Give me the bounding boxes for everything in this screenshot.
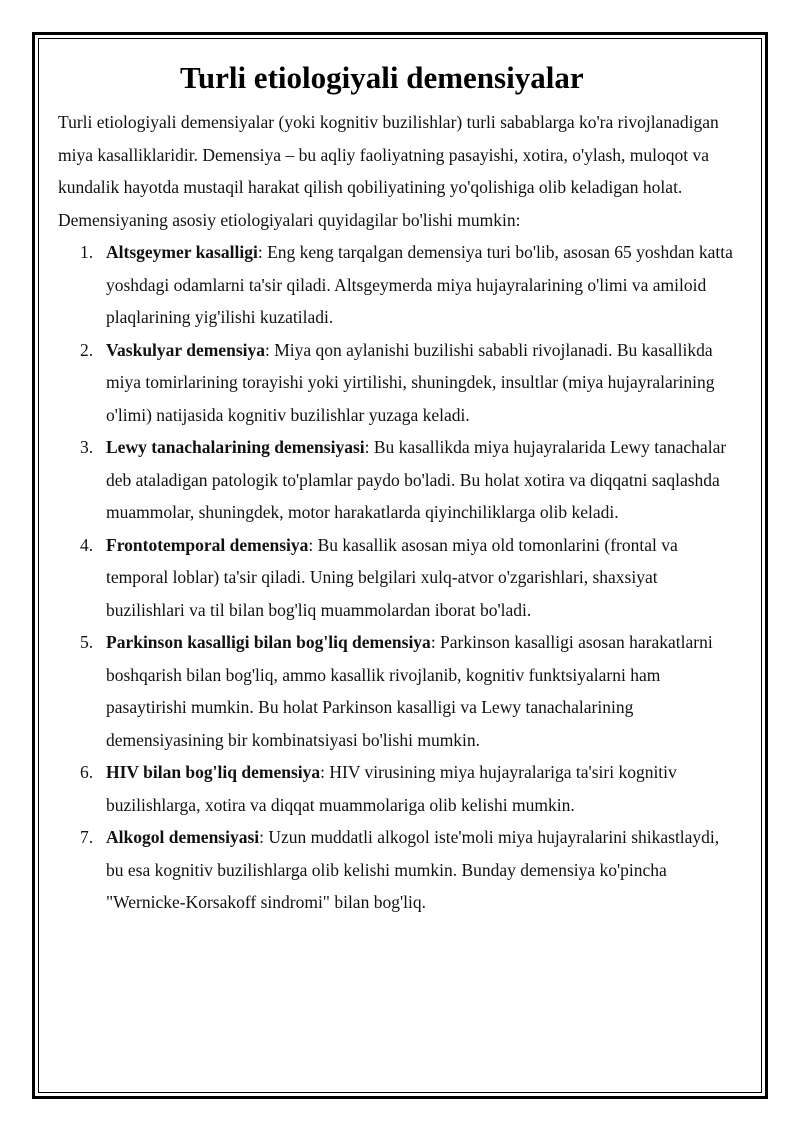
list-item-alkogol	[58, 821, 738, 919]
list-item-text: : Parkinson kasalligi asosan harakatlarni boshqarish bilan bog'liq, ammo kasallik rivojlanib, kognitiv funktsiyalarni ham pasaytirishi mumkin. Bu holat Parkinson kasalligi va Lewy tanachalarining demensiyasining bir kombinatsiyasi bo'lishi mumkin.	[106, 632, 713, 750]
list-item-text: : HIV virusining miya hujayralariga ta'siri kognitiv buzilishlarga, xotira va diqqat muammolariga olib kelishi mumkin.	[106, 762, 677, 815]
list-item-vaskulyar	[58, 334, 738, 432]
list-item-altsgeymer	[58, 236, 738, 334]
list-item-term: Vaskulyar demensiya	[106, 339, 265, 360]
list-item-term: Parkinson kasalligi bilan bog'liq demensiya	[106, 632, 431, 652]
list-number: 2.	[80, 339, 94, 360]
list-item-text: : Miya qon aylanishi buzilishi sababli rivojlanadi. Bu kasallikda miya tomirlarining torayishi yoki yirtilishi, shuningdek, insultlar (miya hujayralarining o'limi) natijasida kognitiv buzilishlar yuzaga keladi.	[106, 339, 715, 425]
list-item-lewy	[58, 431, 738, 529]
list-item-term: Altsgeymer kasalligi	[106, 242, 258, 262]
list-item-text: : Uzun muddatli alkogol iste'moli miya hujayralarini shikastlaydi, bu esa kognitiv buzilishlarga olib kelishi mumkin. Bunday demensiya ko'pincha "Wernicke-Korsakoff sindromi" bilan bog'liq.	[106, 827, 720, 912]
page-title: Turli etiologiyali demensiyalar	[180, 60, 584, 95]
document-body	[58, 56, 738, 919]
list-number: 5.	[80, 632, 94, 652]
list-number: 4.	[80, 534, 94, 555]
list-item-term: Alkogol demensiyasi	[106, 827, 260, 847]
list-item-hiv	[58, 756, 738, 821]
etiology-list	[58, 236, 738, 919]
list-item-text: : Bu kasallikda miya hujayralarida Lewy tanachalar deb ataladigan patologik to'plamlar paydo bo'ladi. Bu holat xotira va diqqatni saqlashda muammolar, shuningdek, motor harakatlarda qiyinchiliklarga olib keladi.	[106, 437, 727, 522]
list-item-parkinson	[58, 626, 738, 756]
list-number: 6.	[80, 762, 94, 782]
list-item-term: Lewy tanachalarining demensiyasi	[106, 437, 365, 457]
list-intro: Demensiyaning asosiy etiologiyalari quyidagilar bo'lishi mumkin:	[58, 209, 521, 230]
intro-paragraph: Turli etiologiyali demensiyalar (yoki kognitiv buzilishlar) turli sabablarga ko'ra rivojlanadigan miya kasalliklaridir. Demensiya – bu aqliy faoliyatning pasayishi, xotira, o'ylash, muloqot va kundalik hayotda mustaqil harakat qilish qobiliyatining yo'qolishiga olib keladigan holat.	[58, 112, 719, 197]
list-number: 3.	[80, 437, 94, 457]
list-item-text: : Eng keng tarqalgan demensiya turi bo'lib, asosan 65 yoshdan katta yoshdagi odamlarni ta'sir qiladi. Altsgeymerda miya hujayralarining o'limi va amiloid plaqlarining yig'ilishi kuzatiladi.	[106, 242, 733, 327]
list-number: 7.	[80, 827, 94, 847]
list-number: 1.	[80, 242, 94, 262]
list-item-frontotemporal	[58, 529, 738, 627]
list-item-text: : Bu kasallik asosan miya old tomonlarini (frontal va temporal loblar) ta'sir qiladi. Uning belgilari xulq-atvor o'zgarishlari, shaxsiyat buzilishlari va til bilan bog'liq muammolardan iborat bo'ladi.	[106, 534, 678, 620]
list-item-term: Frontotemporal demensiya	[106, 534, 309, 555]
list-item-term: HIV bilan bog'liq demensiya	[106, 762, 321, 782]
